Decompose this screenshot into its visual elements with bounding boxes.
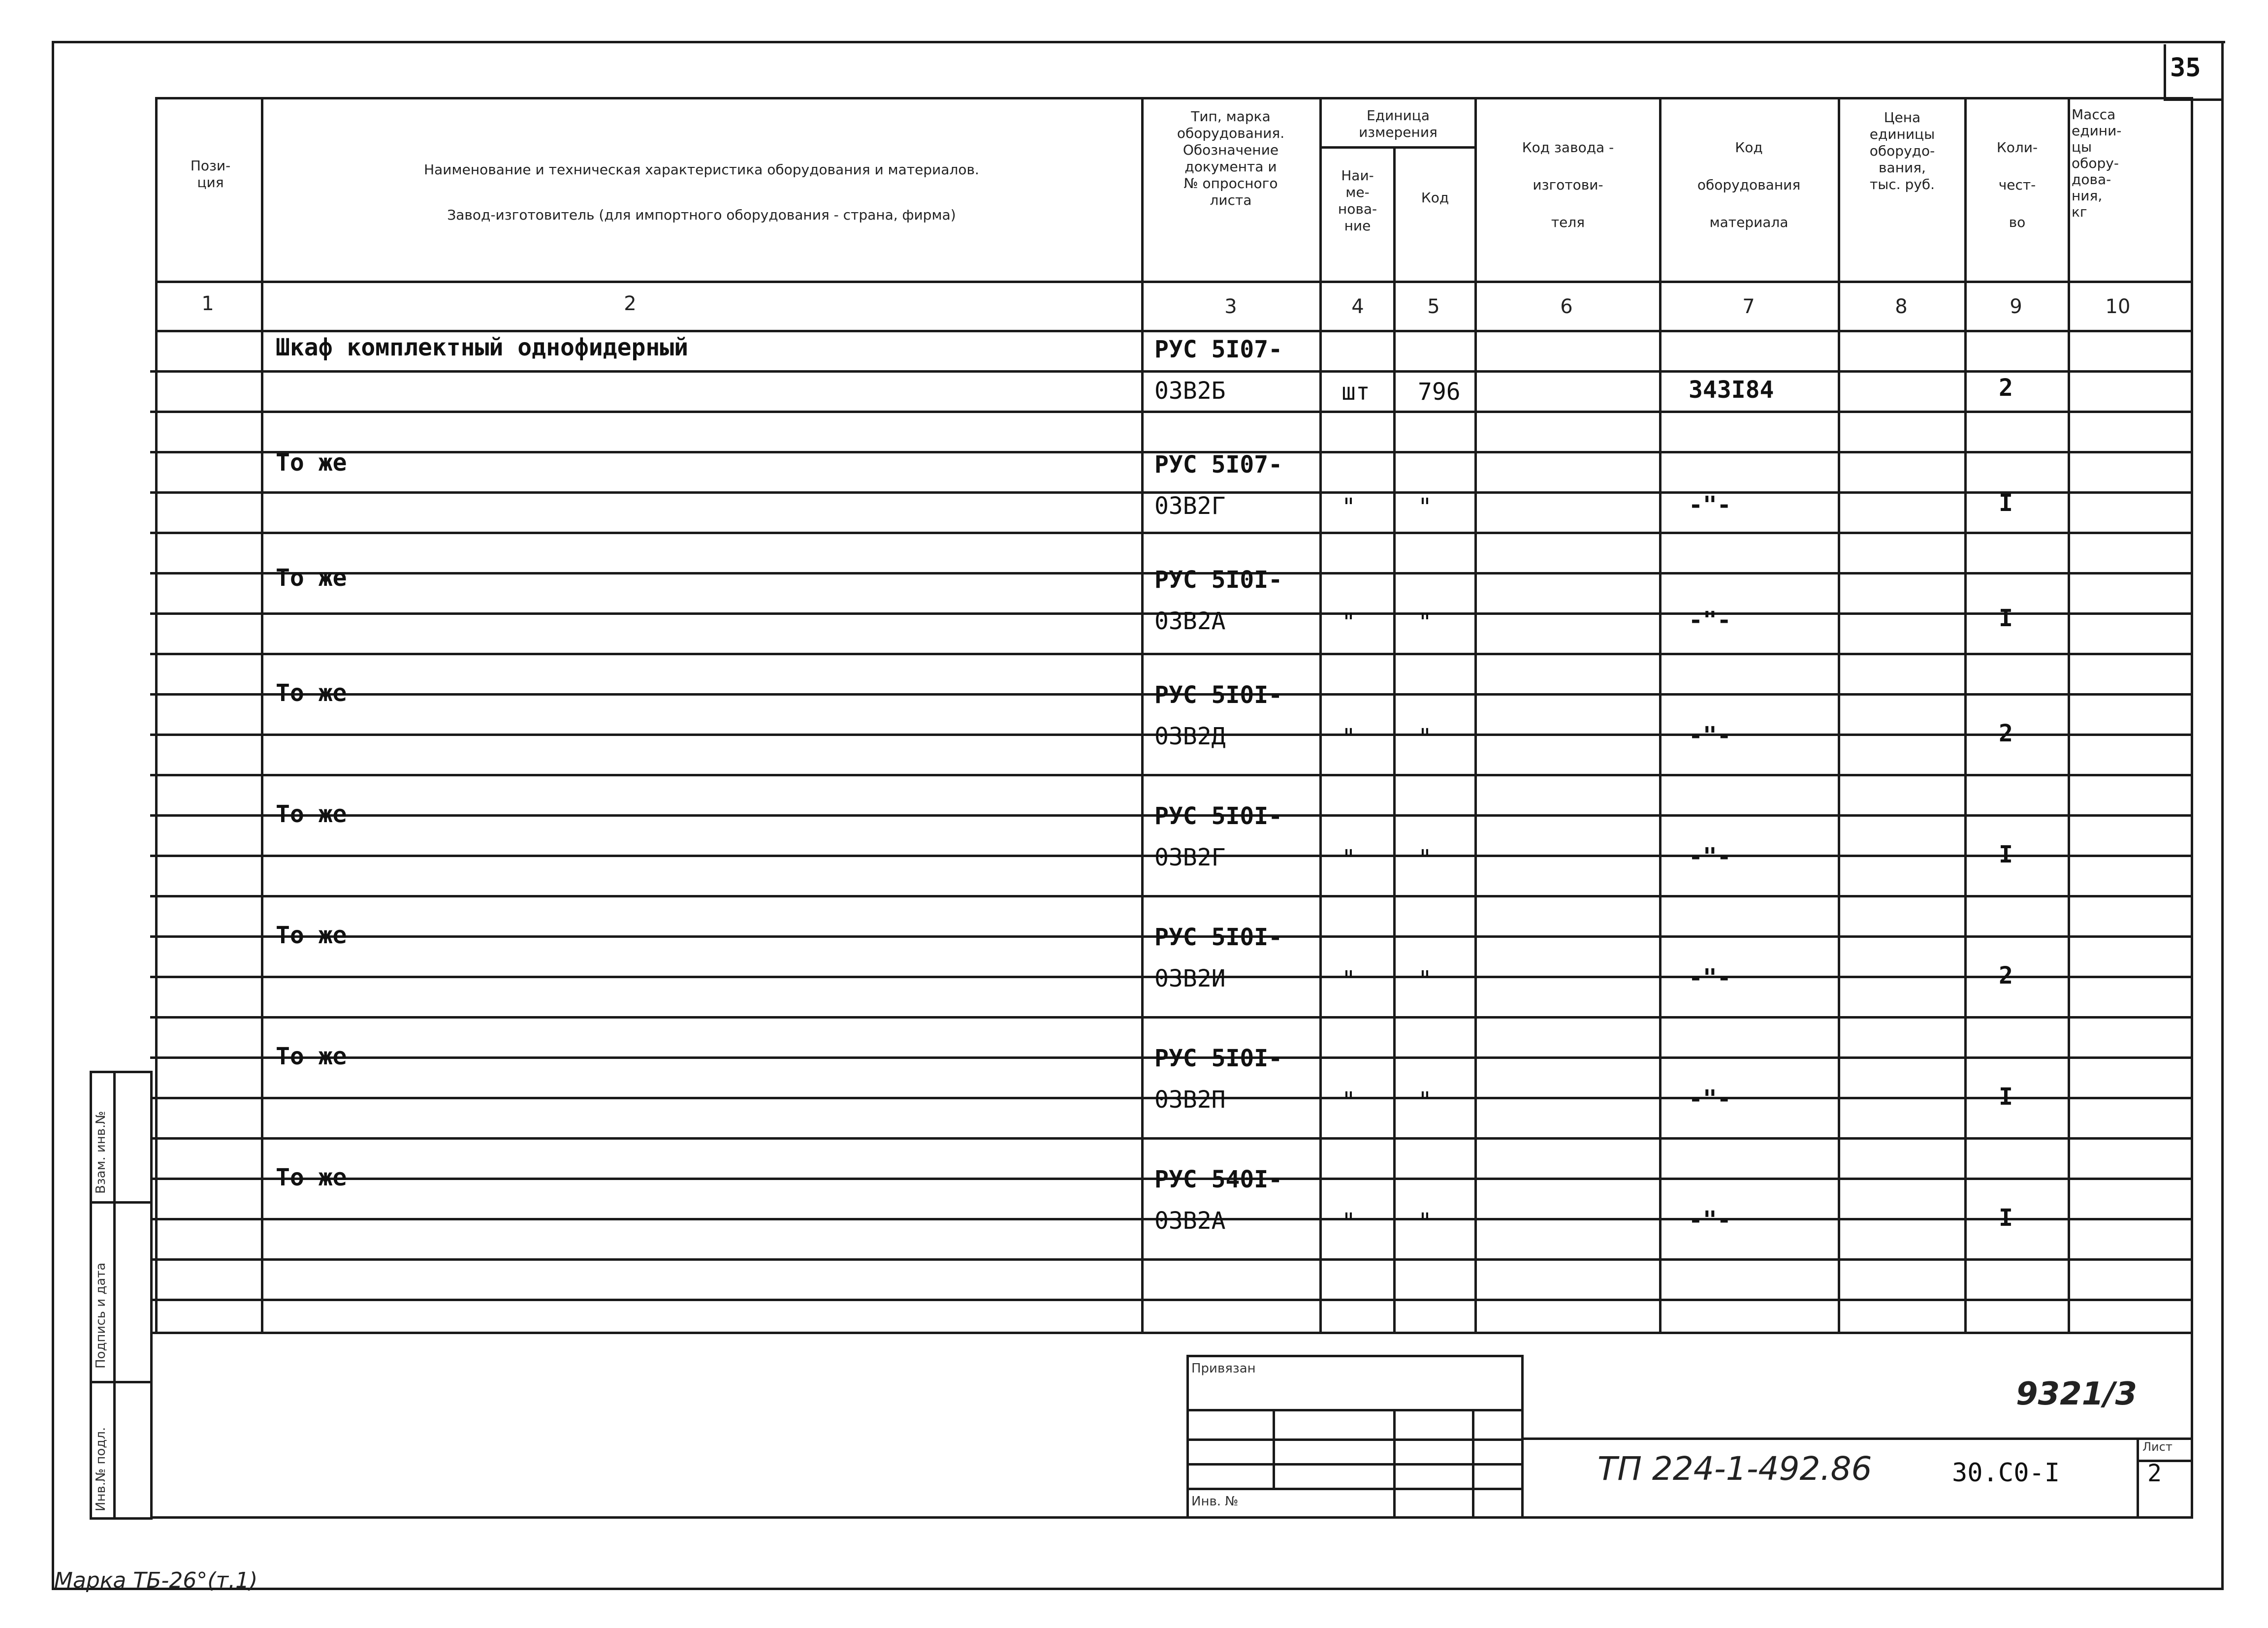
header-unit-code: Код [1421, 190, 1449, 206]
col-line-4 [1393, 146, 1396, 1334]
row-line [150, 1016, 2193, 1019]
footer-mark: Марка ТБ-26°(т.1) [54, 1568, 258, 1593]
colnum-5: 5 [1427, 295, 1440, 318]
row-line [150, 895, 2193, 897]
colnum-3: 3 [1224, 295, 1237, 318]
item-unit-code: " [1418, 724, 1432, 751]
stamp-field-signature-date: Подпись и дата [94, 1262, 108, 1369]
colnum-10: 10 [2105, 295, 2131, 318]
table-bottom-border [150, 1332, 2193, 1334]
item-material-code: -"- [1689, 1206, 1731, 1234]
item-material-code: -"- [1689, 843, 1731, 870]
table-top-border [155, 97, 2191, 99]
item-type-line1: РУС 5I0I- [1154, 566, 1283, 594]
colnum-2: 2 [624, 292, 637, 315]
item-unit: " [1342, 845, 1356, 872]
stamp-field-replaced-inv: Взам. инв.№ [94, 1111, 108, 1194]
col-line-9 [2068, 97, 2070, 1334]
stamp-mid [113, 1071, 116, 1519]
header-name-line2: Завод-изготовитель (для импортного оборудования - страна, фирма) [447, 207, 956, 223]
row-line [150, 1258, 2193, 1261]
col-line-7 [1838, 97, 1840, 1334]
doc-block-top [1524, 1437, 2193, 1440]
frame-top [52, 41, 2225, 43]
frame-right [2221, 41, 2224, 1590]
colnum-1: 1 [201, 292, 214, 315]
col-line-2 [1141, 97, 1144, 1334]
header-name-line1: Наименование и техническая характеристика оборудования и материалов. [424, 161, 979, 178]
item-type-line2: 03В2Г [1154, 492, 1226, 520]
header-quantity: Коли- чест- во [1996, 139, 2038, 230]
item-name: То же [276, 922, 347, 949]
colnum-4: 4 [1351, 295, 1364, 318]
item-unit: " [1342, 1087, 1356, 1115]
list-value: 2 [2147, 1460, 2162, 1487]
colnum-bottom-border [155, 330, 2191, 332]
item-unit-code: " [1418, 493, 1432, 521]
item-name: То же [276, 449, 347, 477]
colnum-8: 8 [1895, 295, 1908, 318]
sheet-code: 30.С0-I [1952, 1458, 2060, 1488]
row-line [150, 1137, 2193, 1140]
order-number: 9321/3 [2016, 1376, 2138, 1412]
titleblock-right [2191, 1332, 2193, 1519]
colnum-9: 9 [2010, 295, 2022, 318]
stamp-top [90, 1071, 153, 1073]
item-type-line1: РУС 5I0I- [1154, 802, 1283, 830]
item-unit-code: " [1418, 1208, 1432, 1236]
list-label: Лист [2142, 1440, 2172, 1454]
inv-label: Инв. № [1191, 1494, 1239, 1509]
priv-col-2 [1393, 1409, 1396, 1517]
stamp-left [90, 1071, 92, 1519]
item-type-line2: 03В2Б [1154, 377, 1226, 405]
col-line-1 [261, 97, 263, 1334]
item-qty: 2 [1999, 720, 2013, 747]
row-line [150, 532, 2193, 534]
col-line-3 [1319, 97, 1322, 1334]
item-unit-code: " [1418, 1087, 1432, 1115]
header-factory-code: Код завода - изготови- теля [1522, 139, 1614, 230]
item-qty: 2 [1999, 962, 2013, 990]
item-name: Шкаф комплектный однофидерный [276, 334, 689, 361]
col-line-10 [2191, 97, 2193, 1334]
titleblock-bottom [150, 1516, 2193, 1519]
item-material-code: -"- [1689, 607, 1731, 634]
stamp-bottom [90, 1517, 153, 1520]
row-line [150, 653, 2193, 655]
header-price: Цена единицы оборудо- вания, тыс. руб. [1869, 109, 1935, 192]
priv-left [1186, 1355, 1189, 1517]
item-unit: " [1342, 493, 1356, 521]
item-unit: " [1342, 724, 1356, 751]
item-type-line2: 03В2П [1154, 1086, 1226, 1114]
item-name: То же [276, 564, 347, 592]
priv-top [1186, 1355, 1524, 1357]
item-qty: I [1999, 841, 2013, 868]
item-unit: " [1342, 966, 1356, 993]
doc-block-list-div [2137, 1460, 2193, 1462]
document-code: ТП 224-1-492.86 [1597, 1450, 1872, 1488]
priv-col-1 [1273, 1409, 1275, 1490]
item-material-code: -"- [1689, 491, 1731, 519]
item-type-line2: 03В2И [1154, 965, 1226, 992]
item-qty: I [1999, 1083, 2013, 1111]
item-name: То же [276, 1043, 347, 1070]
item-unit: " [1342, 608, 1356, 636]
item-qty: I [1999, 489, 2013, 517]
row-line [150, 1299, 2193, 1301]
priv-col-3 [1472, 1409, 1474, 1517]
col-line-0 [155, 97, 158, 1334]
item-type-line2: 03В2Г [1154, 844, 1226, 871]
colnum-6: 6 [1560, 295, 1573, 318]
col-line-6 [1659, 97, 1661, 1334]
stamp-div-2 [90, 1381, 153, 1383]
item-type-line1: РУС 5I07- [1154, 451, 1283, 479]
header-equipment-code: Код оборудования материала [1697, 139, 1801, 230]
header-mass: Масса едини- цы обору- дова- ния, кг [2072, 106, 2122, 220]
item-unit: " [1342, 1208, 1356, 1236]
col-line-5 [1474, 97, 1477, 1334]
row-line [150, 411, 2193, 413]
item-unit-code: " [1418, 966, 1432, 993]
row-line [150, 774, 2193, 776]
colnum-7: 7 [1742, 295, 1755, 318]
item-type-line1: РУС 5I0I- [1154, 924, 1283, 951]
item-type-line1: РУС 5I07- [1154, 336, 1283, 363]
item-type-line2: 03В2А [1154, 607, 1226, 635]
item-name: То же [276, 800, 347, 828]
item-qty: I [1999, 1204, 2013, 1232]
item-type-line1: РУС 5I0I- [1154, 681, 1283, 709]
header-unit-group: Единица измерения [1359, 107, 1437, 140]
item-type-line2: 03В2А [1154, 1207, 1226, 1235]
item-material-code: -"- [1689, 1085, 1731, 1113]
item-type-line1: РУС 5I0I- [1154, 1045, 1283, 1072]
header-bottom-border [155, 281, 2191, 283]
item-qty: 2 [1999, 374, 2013, 402]
unit-group-divider [1319, 146, 1477, 149]
stamp-div-1 [90, 1201, 153, 1204]
item-unit-code: " [1418, 845, 1432, 872]
item-qty: I [1999, 605, 2013, 632]
row-line [150, 370, 2193, 373]
item-unit-code: " [1418, 608, 1432, 636]
item-material-code: -"- [1689, 964, 1731, 991]
item-name: То же [276, 679, 347, 707]
item-type-line1: РУС 540I- [1154, 1166, 1283, 1193]
item-name: То же [276, 1164, 347, 1191]
item-unit: шт [1342, 378, 1370, 406]
frame-left [52, 41, 54, 1590]
stamp-field-original-inv: Инв.№ подл. [94, 1427, 108, 1511]
header-unit-name: Наи- ме- нова- ние [1338, 167, 1377, 234]
item-material-code: -"- [1689, 722, 1731, 749]
doc-block-list-left [2137, 1437, 2139, 1519]
header-position: Пози- ция [190, 158, 231, 191]
col-line-8 [1964, 97, 1967, 1334]
item-unit-code: 796 [1418, 378, 1461, 406]
frame-bottom [52, 1588, 2224, 1590]
stamp-right [150, 1071, 153, 1519]
priv-right [1521, 1355, 1524, 1517]
header-type: Тип, марка оборудования. Обозначение документа и № опросного листа [1177, 108, 1285, 208]
item-material-code: 343I84 [1689, 376, 1774, 404]
priv-label: Привязан [1191, 1361, 1256, 1376]
item-type-line2: 03В2Д [1154, 723, 1226, 750]
corner-sheet-number: 35 [2170, 53, 2201, 83]
corner-box-left [2164, 44, 2166, 101]
